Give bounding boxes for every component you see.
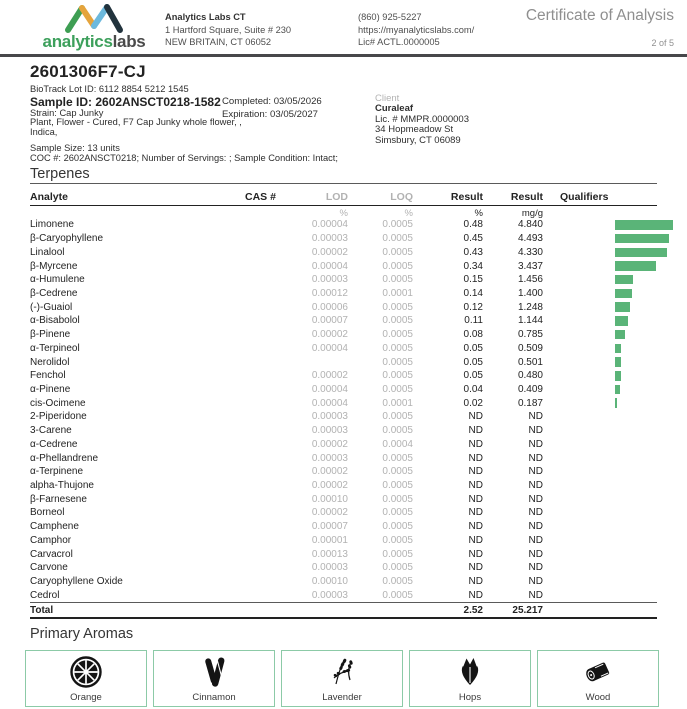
result-bar [615, 248, 667, 258]
cinnamon-sticks-icon [196, 651, 232, 692]
qualifier-bar-cell [615, 344, 677, 354]
result-mgg: ND [528, 411, 543, 423]
document-title: Certificate of Analysis [525, 7, 674, 24]
loq-value: 0.0005 [382, 411, 413, 423]
result-mgg: ND [528, 521, 543, 533]
aroma-label: Orange [70, 692, 102, 704]
dates-block [222, 95, 322, 121]
result-mgg: ND [528, 493, 543, 505]
lavender-sprig-icon [324, 651, 360, 692]
terpene-row [30, 355, 677, 369]
lod-value: 0.00002 [311, 246, 348, 258]
terpene-row [30, 561, 677, 575]
lod-value: 0.00003 [311, 452, 348, 464]
lod-value: 0.00003 [311, 562, 348, 574]
lod-value: 0.00002 [311, 480, 348, 492]
lod-value: 0.00004 [311, 342, 348, 354]
result-mgg: ND [528, 507, 543, 519]
result-percent: ND [468, 425, 483, 437]
result-bar [615, 302, 630, 312]
unit-lod: % [339, 207, 348, 219]
loq-value: 0.0005 [382, 548, 413, 560]
loq-value: 0.0005 [382, 370, 413, 382]
qualifier-bar-cell [615, 248, 677, 258]
sample-info-section [0, 57, 687, 163]
analyte-name: 3-Carene [30, 425, 72, 437]
analyte-name: Carvone [30, 562, 68, 574]
result-percent: ND [468, 562, 483, 574]
terpenes-table-units [30, 206, 677, 218]
qualifier-bar-cell [615, 398, 677, 408]
analyte-name: cis-Ocimene [30, 397, 86, 409]
lod-value: 0.00003 [311, 233, 348, 245]
terpene-row [30, 479, 677, 493]
analyte-name: Limonene [30, 219, 74, 231]
loq-value: 0.0005 [382, 246, 413, 258]
qualifier-bar-cell [615, 330, 677, 340]
result-percent: 0.11 [464, 315, 483, 327]
terpene-row [30, 369, 677, 383]
analyte-name: Caryophyllene Oxide [30, 576, 123, 588]
analyte-name: α-Phellandrene [30, 452, 99, 464]
lab-contact-block [358, 11, 474, 49]
biotrack-lot-id: BioTrack Lot ID: 6112 8854 5212 1545 [30, 84, 189, 94]
result-bar [615, 289, 632, 299]
result-percent: ND [468, 534, 483, 546]
analyte-name: β-Cedrene [30, 287, 78, 299]
analyte-name: Camphor [30, 534, 72, 546]
terpene-row [30, 534, 677, 548]
wood-log-icon [579, 651, 617, 692]
result-bar [615, 398, 617, 408]
result-percent: ND [468, 548, 483, 560]
analyte-name: β-Pinene [30, 329, 71, 341]
lod-value: 0.00002 [311, 466, 348, 478]
terpenes-table-body [30, 218, 677, 602]
analyte-name: Nerolidol [30, 356, 70, 368]
terpenes-table-total [30, 603, 677, 617]
logo-mountain-icon [60, 1, 128, 35]
loq-value: 0.0005 [382, 356, 413, 368]
client-name: Curaleaf [375, 103, 414, 115]
analyte-name: α-Terpinene [30, 466, 84, 478]
terpene-row [30, 438, 677, 452]
hop-cone-icon [452, 651, 488, 692]
lod-value: 0.00004 [311, 397, 348, 409]
lod-value: 0.00007 [311, 521, 348, 533]
terpene-row [30, 506, 677, 520]
lod-value: 0.00010 [311, 493, 348, 505]
lod-value: 0.00002 [311, 507, 348, 519]
loq-value: 0.0005 [382, 425, 413, 437]
aroma-label: Hops [458, 692, 482, 704]
result-mgg: ND [528, 425, 543, 437]
result-percent: ND [468, 480, 483, 492]
client-address2: Simsbury, CT 06089 [375, 134, 461, 146]
lod-value: 0.00004 [311, 383, 348, 395]
aroma-label: Cinnamon [192, 692, 236, 704]
result-bar [615, 330, 625, 340]
result-mgg: ND [528, 438, 543, 450]
lod-value: 0.00013 [311, 548, 348, 560]
analyte-name: β-Farnesene [30, 493, 87, 505]
result-mgg: 0.785 [517, 329, 543, 341]
analyte-name: α-Pinene [30, 383, 71, 395]
sample-size-line: Sample Size: 13 units [30, 143, 120, 154]
terpene-row [30, 232, 677, 246]
loq-value: 0.0005 [382, 329, 413, 341]
total-bottom-rule [30, 617, 657, 619]
unit-loq: % [404, 207, 413, 219]
lod-value: 0.00004 [311, 260, 348, 272]
client-label: Client [375, 93, 400, 104]
loq-value: 0.0005 [382, 493, 413, 505]
units-row [30, 206, 677, 218]
aroma-label: Lavender [322, 692, 362, 704]
result-mgg: 1.248 [517, 301, 543, 313]
analyte-name: α-Bisabolol [30, 315, 80, 327]
sample-id: Sample ID: 2602ANSCT0218-1582 [30, 94, 221, 109]
terpene-row [30, 218, 677, 232]
terpene-row [30, 588, 677, 602]
qualifier-bar-cell [615, 371, 677, 381]
qualifier-bar-cell [615, 302, 677, 312]
lod-value: 0.00010 [311, 576, 348, 588]
result-mgg: ND [528, 576, 543, 588]
terpene-row [30, 245, 677, 259]
lod-value: 0.00003 [311, 411, 348, 423]
result-mgg: ND [528, 452, 543, 464]
total-result-pct: 2.52 [463, 604, 483, 616]
result-percent: 0.43 [463, 246, 483, 258]
result-mgg: ND [528, 562, 543, 574]
loq-value: 0.0005 [382, 219, 413, 231]
terpene-row [30, 273, 677, 287]
terpene-row [30, 287, 677, 301]
analyte-name: α-Cedrene [30, 438, 78, 450]
result-bar [615, 234, 669, 244]
terpene-row [30, 465, 677, 479]
expiration-date: Expiration: 03/05/2027 [222, 109, 319, 120]
lod-value: 0.00001 [311, 534, 348, 546]
lod-value: 0.00012 [311, 287, 348, 299]
total-result-mgg: 25.217 [512, 604, 543, 616]
lod-value: 0.00003 [311, 274, 348, 286]
terpene-row [30, 520, 677, 534]
terpene-row [30, 424, 677, 438]
result-percent: 0.12 [463, 301, 483, 313]
lab-license: Lic# ACTL.0000005 [358, 37, 440, 48]
qualifier-bar-cell [615, 220, 677, 230]
terpene-row [30, 328, 677, 342]
qualifier-bar-cell [615, 316, 677, 326]
matrix-line1: Plant, Flower - Cured, F7 Cap Junky whole flower, , [30, 117, 242, 128]
loq-value: 0.0001 [382, 287, 413, 299]
analyte-name: Cedrol [30, 589, 60, 601]
logo-text-analytics: analytics [42, 32, 113, 51]
result-bar [615, 220, 673, 230]
completed-date: Completed: 03/05/2026 [222, 96, 322, 107]
qualifier-bar-cell [615, 261, 677, 271]
result-percent: 0.45 [463, 233, 483, 245]
terpenes-table-header [30, 184, 677, 205]
loq-value: 0.0005 [382, 383, 413, 395]
primary-aromas-title: Primary Aromas [30, 626, 134, 643]
strain-line: Strain: Cap Junky [30, 107, 104, 118]
terpene-row [30, 575, 677, 589]
loq-value: 0.0005 [382, 233, 413, 245]
analyte-name: Carvacrol [30, 548, 73, 560]
terpene-row [30, 410, 677, 424]
qualifier-bar-cell [615, 357, 677, 367]
result-mgg: 0.409 [517, 383, 543, 395]
lod-value: 0.00002 [311, 370, 348, 382]
result-percent: ND [468, 493, 483, 505]
result-mgg: ND [528, 548, 543, 560]
result-mgg: 3.437 [517, 260, 543, 272]
logo-text-labs: labs [112, 32, 146, 51]
terpenes-section-title: Terpenes [30, 166, 90, 182]
lod-value: 0.00003 [311, 425, 348, 437]
result-mgg: ND [528, 589, 543, 601]
client-block [375, 94, 469, 146]
lod-value: 0.00006 [311, 301, 348, 313]
result-mgg: 4.840 [517, 219, 543, 231]
unit-result-mgg: mg/g [521, 207, 543, 219]
loq-value: 0.0005 [382, 274, 413, 286]
result-percent: ND [468, 589, 483, 601]
result-percent: 0.34 [463, 260, 483, 272]
matrix-line2: Indica, [30, 126, 58, 137]
loq-value: 0.0004 [382, 438, 413, 450]
total-label: Total [30, 604, 54, 616]
result-bar [615, 385, 620, 395]
terpene-row [30, 314, 677, 328]
logo-wordmark [26, 32, 162, 51]
aroma-cards [25, 650, 662, 707]
result-percent: ND [468, 438, 483, 450]
lab-name: Analytics Labs CT [165, 12, 246, 22]
aroma-card-orange [25, 650, 147, 707]
aroma-card-hops [409, 650, 531, 707]
lod-value: 0.00002 [311, 438, 348, 450]
page-header [0, 0, 687, 57]
lod-value: 0.00003 [311, 589, 348, 601]
result-mgg: 1.456 [517, 274, 543, 286]
terpenes-table [30, 184, 677, 205]
result-mgg: ND [528, 534, 543, 546]
result-percent: 0.15 [463, 274, 483, 286]
qualifier-bar-cell [615, 385, 677, 395]
loq-value: 0.0005 [382, 260, 413, 272]
orange-slice-icon [68, 651, 104, 692]
analyte-name: 2-Piperidone [30, 411, 87, 423]
coc-line: COC #: 2602ANSCT0218; Number of Servings: ; Sample Condition: Intact; [30, 152, 338, 163]
aroma-card-wood [537, 650, 659, 707]
result-percent: 0.05 [463, 342, 483, 354]
lab-address-line1: 1 Hartford Square, Suite # 230 [165, 24, 292, 35]
loq-value: 0.0005 [382, 342, 413, 354]
result-bar [615, 344, 621, 354]
result-bar [615, 275, 633, 285]
result-percent: 0.14 [463, 287, 483, 299]
column-header-result-mgg: Result [510, 191, 543, 203]
analyte-name: alpha-Thujone [30, 480, 94, 492]
loq-value: 0.0001 [382, 397, 413, 409]
loq-value: 0.0005 [382, 534, 413, 546]
loq-value: 0.0005 [382, 521, 413, 533]
result-mgg: 4.493 [517, 233, 543, 245]
terpene-row [30, 341, 677, 355]
column-header-qualifiers: Qualifiers [560, 191, 609, 203]
result-percent: ND [468, 521, 483, 533]
page-indicator: 2 of 5 [651, 38, 674, 48]
loq-value: 0.0005 [382, 507, 413, 519]
analytics-labs-logo [26, 1, 162, 49]
terpene-row [30, 383, 677, 397]
batch-id: 2601306F7-CJ [30, 62, 146, 81]
total-row [30, 603, 677, 617]
result-percent: 0.02 [463, 397, 483, 409]
terpene-row [30, 259, 677, 273]
loq-value: 0.0005 [382, 315, 413, 327]
analyte-name: (-)-Guaiol [30, 301, 73, 313]
loq-value: 0.0005 [382, 480, 413, 492]
lab-address-line2: NEW BRITAIN, CT 06052 [165, 37, 272, 48]
aroma-label: Wood [585, 692, 611, 704]
analyte-name: β-Myrcene [30, 260, 78, 272]
result-percent: ND [468, 576, 483, 588]
result-percent: ND [468, 466, 483, 478]
result-mgg: ND [528, 480, 543, 492]
result-percent: 0.05 [463, 370, 483, 382]
result-bar [615, 357, 621, 367]
qualifier-bar-cell [615, 234, 677, 244]
aroma-card-cinnamon [153, 650, 275, 707]
result-percent: 0.08 [463, 329, 483, 341]
result-mgg: 4.330 [517, 246, 543, 258]
analyte-name: Linalool [30, 246, 65, 258]
result-mgg: 0.509 [517, 342, 543, 354]
result-mgg: 0.501 [517, 356, 543, 368]
result-mgg: 1.400 [517, 287, 543, 299]
column-header-analyte: Analyte [30, 191, 68, 203]
client-address1: 34 Hopmeadow St [375, 124, 454, 136]
aroma-card-lavender [281, 650, 403, 707]
result-mgg: 0.187 [517, 397, 543, 409]
column-header-cas: CAS # [245, 191, 276, 203]
terpene-row [30, 396, 677, 410]
lab-address-block [165, 11, 291, 49]
result-bar [615, 371, 621, 381]
loq-value: 0.0005 [382, 452, 413, 464]
qualifier-bar-cell [615, 275, 677, 285]
column-header-lod: LOD [325, 191, 348, 203]
loq-value: 0.0005 [382, 301, 413, 313]
qualifier-bar-cell [615, 289, 677, 299]
lod-value: 0.00007 [311, 315, 348, 327]
loq-value: 0.0005 [382, 576, 413, 588]
lab-phone: (860) 925-5227 [358, 12, 422, 22]
result-percent: ND [468, 507, 483, 519]
lod-value: 0.00004 [311, 219, 348, 231]
result-percent: 0.05 [463, 356, 483, 368]
terpene-row [30, 547, 677, 561]
result-bar [615, 316, 628, 326]
result-percent: 0.48 [463, 219, 483, 231]
terpene-row [30, 300, 677, 314]
result-bar [615, 261, 656, 271]
loq-value: 0.0005 [382, 589, 413, 601]
result-percent: ND [468, 452, 483, 464]
result-percent: 0.04 [463, 383, 483, 395]
lod-value: 0.00002 [311, 329, 348, 341]
loq-value: 0.0005 [382, 562, 413, 574]
result-mgg: ND [528, 466, 543, 478]
terpene-row [30, 492, 677, 506]
analyte-name: α-Terpineol [30, 342, 80, 354]
analyte-name: Camphene [30, 521, 79, 533]
result-mgg: 0.480 [517, 370, 543, 382]
analyte-name: β-Caryophyllene [30, 233, 104, 245]
result-mgg: 1.144 [517, 315, 543, 327]
lab-url[interactable]: https://myanalyticslabs.com/ [358, 24, 475, 35]
column-header-loq: LOQ [390, 191, 413, 203]
analyte-name: Borneol [30, 507, 65, 519]
unit-result-pct: % [474, 207, 483, 219]
result-percent: ND [468, 411, 483, 423]
terpene-row [30, 451, 677, 465]
client-license: Lic. # MMPR.0000003 [375, 113, 469, 125]
loq-value: 0.0005 [382, 466, 413, 478]
analyte-name: α-Humulene [30, 274, 85, 286]
analyte-name: Fenchol [30, 370, 66, 382]
column-header-result-pct: Result [450, 191, 483, 203]
